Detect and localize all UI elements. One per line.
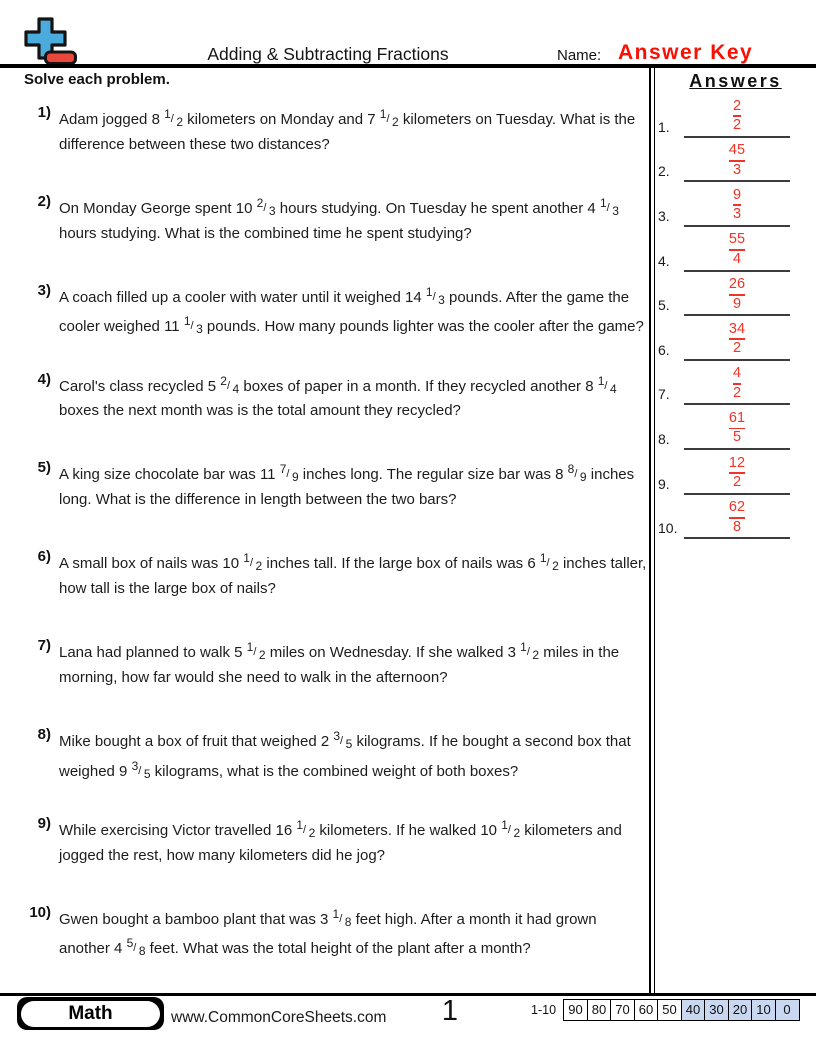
problem-item — [24, 104, 648, 193]
score-cell: 30 — [704, 999, 729, 1021]
answer-numerator: 61 — [728, 410, 746, 427]
answer-numerator: 34 — [728, 320, 746, 337]
inline-fraction: $^2$/ 3 — [256, 195, 276, 218]
inline-fraction: $^1$/ 2 — [539, 551, 559, 574]
inline-fraction: $^1$/ 2 — [296, 817, 316, 840]
inline-fraction: $^1$/ 2 — [501, 817, 521, 840]
inline-fraction: $^1$/ 3 — [183, 314, 203, 337]
instructions-text: Solve each problem. — [24, 71, 170, 88]
answer-number-label: 10. — [658, 520, 678, 537]
answer-fraction — [684, 320, 790, 357]
answer-denominator: 5 — [732, 429, 742, 446]
inline-fraction: $^3$/ 5 — [131, 758, 151, 781]
answer-fraction — [684, 186, 790, 223]
problem-number: 7) — [37, 637, 51, 655]
answer-row — [655, 405, 816, 450]
problem-text: Lana had planned to walk 5 $^1$/ 2 miles on Wednesday. If she walked 3 $^1$/ 2 miles in the morning, how far would she need to walk in the afternoon? — [59, 640, 620, 686]
answer-fraction — [684, 275, 790, 312]
answers-heading: Answers — [689, 71, 782, 91]
answer-denominator: 2 — [732, 474, 742, 491]
problem-text: A small box of nails was 10 $^1$/ 2 inches tall. If the large box of nails was 6 $^1$/ 2 inches taller, how tall is the large box of nails? — [59, 551, 647, 598]
problem-number: 1) — [37, 104, 51, 121]
answer-row — [655, 93, 816, 138]
answer-numerator: 45 — [728, 142, 746, 159]
problem-item — [24, 459, 648, 548]
problem-item — [24, 193, 648, 282]
header-divider — [0, 64, 816, 68]
answer-row — [655, 495, 816, 540]
answer-row — [655, 182, 816, 227]
answer-number-label: 5. — [658, 297, 670, 314]
inline-fraction: $^1$/ 2 — [520, 640, 540, 663]
problem-text: Adam jogged 8 $^1$/ 2 kilometers on Monday and 7 $^1$/ 2 kilometers on Tuesday. What is the difference between these two distances? — [59, 107, 636, 153]
answer-number-label: 9. — [658, 475, 670, 492]
inline-fraction: $^7$/ 9 — [279, 462, 299, 485]
inline-fraction: $^1$/ 2 — [164, 107, 184, 129]
answer-fraction — [684, 97, 790, 134]
page-title: Adding & Subtracting Fractions — [207, 44, 449, 64]
problem-number: 5) — [37, 459, 51, 477]
answer-numerator: 26 — [728, 276, 746, 293]
answer-row — [655, 138, 816, 183]
answer-number-label: 4. — [658, 252, 670, 269]
inline-fraction: $^5$/ 8 — [126, 936, 146, 959]
inline-fraction: $^2$/ 4 — [220, 373, 240, 396]
score-cells — [563, 999, 800, 1021]
answer-number-label: 6. — [658, 341, 670, 358]
inline-fraction: $^1$/ 2 — [243, 551, 263, 574]
problem-text: Carol's class recycled 5 $^2$/ 4 boxes of paper in a month. If they recycled another 8 $^1$/ 4 boxes the next month was is the total amount they recycled? — [59, 373, 617, 420]
problem-number: 3) — [37, 281, 51, 299]
inline-fraction: $^1$/ 8 — [332, 906, 352, 929]
problem-item — [24, 904, 648, 993]
answer-number-label: 1. — [658, 118, 670, 135]
answer-numerator: 4 — [732, 365, 742, 382]
score-cell: 40 — [681, 999, 706, 1021]
inline-fraction: $^1$/ 2 — [246, 640, 266, 663]
score-cell: 70 — [610, 999, 635, 1021]
inline-fraction: $^1$/ 3 — [599, 195, 619, 218]
inline-fraction: $^1$/ 4 — [597, 373, 617, 396]
problem-text: While exercising Victor travelled 16 $^1$/ 2 kilometers. If he walked 10 $^1$/ 2 kilometers and jogged the rest, how many kilometers did he jog? — [59, 817, 622, 864]
answer-denominator: 3 — [732, 206, 742, 223]
score-cell: 20 — [728, 999, 753, 1021]
answer-number-label: 2. — [658, 163, 670, 180]
subject-badge-label: Math — [21, 1001, 160, 1027]
answer-number-label: 3. — [658, 207, 670, 224]
problem-item — [24, 815, 648, 904]
problem-item — [24, 282, 648, 371]
problem-number: 4) — [37, 370, 51, 388]
answer-rows — [655, 93, 816, 539]
website-url: www.CommonCoreSheets.com — [171, 1009, 387, 1026]
answer-denominator: 2 — [732, 384, 742, 401]
problem-item — [24, 637, 648, 726]
problem-item — [24, 371, 648, 460]
answer-numerator: 9 — [732, 186, 742, 203]
answer-row — [655, 361, 816, 406]
problem-text: On Monday George spent 10 $^2$/ 3 hours studying. On Tuesday he spent another 4 $^1$/ 3 hours studying. What is the combined time he spent studying? — [59, 195, 619, 242]
answer-fraction — [684, 454, 790, 491]
problem-text: Mike bought a box of fruit that weighed 2 $^3$/ 5 kilograms. If he bought a second box that weighed 9 $^3$/ 5 kilograms, what is the combined weight of both boxes? — [59, 728, 631, 781]
score-cell: 60 — [634, 999, 659, 1021]
answer-numerator: 62 — [728, 499, 746, 516]
answer-row — [655, 450, 816, 495]
problem-number: 10) — [29, 903, 51, 921]
score-cell: 0 — [775, 999, 800, 1021]
answer-numerator: 55 — [728, 231, 746, 248]
answer-fraction — [684, 230, 790, 267]
inline-fraction: $^1$/ 3 — [425, 284, 445, 307]
answer-fraction — [684, 364, 790, 401]
answer-fraction — [684, 409, 790, 446]
score-cell: 50 — [657, 999, 682, 1021]
problem-text: A coach filled up a cooler with water until it weighed 14 $^1$/ 3 pounds. After the game the cooler weighed 11 $^1$/ 3 pounds. How many pounds lighter was the cooler after the game? — [59, 284, 644, 337]
answer-denominator: 2 — [732, 340, 742, 357]
score-cell: 10 — [751, 999, 776, 1021]
answer-fraction — [684, 141, 790, 178]
inline-fraction: $^3$/ 5 — [333, 728, 353, 751]
problem-number: 6) — [37, 548, 51, 566]
page-number: 1 — [441, 995, 459, 1027]
problem-text: Gwen bought a bamboo plant that was 3 $^1$/ 8 feet high. After a month it had grown another 4 $^5$/ 8 feet. What was the total height of the plant after a month? — [59, 906, 597, 959]
answer-blank-line — [684, 537, 790, 539]
inline-fraction: $^1$/ 2 — [379, 107, 399, 129]
answer-denominator: 8 — [732, 518, 742, 535]
answer-denominator: 2 — [732, 116, 742, 133]
answer-number-label: 7. — [658, 386, 670, 403]
score-range-label: 1-10 — [531, 1002, 557, 1017]
problem-number: 9) — [37, 814, 51, 832]
problem-item — [24, 548, 648, 637]
answers-panel — [655, 71, 816, 539]
answer-numerator: 12 — [728, 454, 746, 471]
answer-denominator: 3 — [732, 161, 742, 178]
footer-divider — [0, 993, 816, 996]
problem-item — [24, 726, 648, 815]
answer-row — [655, 227, 816, 272]
problem-text: A king size chocolate bar was 11 $^7$/ 9 inches long. The regular size bar was 8 $^8$/ 9 inches long. What is the difference in length between the two bars? — [59, 462, 635, 509]
answer-denominator: 9 — [732, 295, 742, 312]
name-value-answer-key: Answer Key — [618, 41, 754, 64]
answer-numerator: 2 — [732, 97, 742, 114]
answer-fraction — [684, 498, 790, 535]
name-label: Name: — [557, 47, 602, 64]
answer-row — [655, 272, 816, 317]
answer-number-label: 8. — [658, 431, 670, 448]
subject-badge — [17, 997, 164, 1030]
answer-denominator: 4 — [732, 250, 742, 267]
problem-number: 2) — [37, 192, 51, 210]
score-strip — [531, 999, 800, 1021]
inline-fraction: $^8$/ 9 — [567, 462, 587, 485]
problem-number: 8) — [37, 725, 51, 743]
score-cell: 90 — [563, 999, 588, 1021]
problems-list — [24, 104, 648, 992]
score-cell: 80 — [587, 999, 612, 1021]
answer-row — [655, 316, 816, 361]
